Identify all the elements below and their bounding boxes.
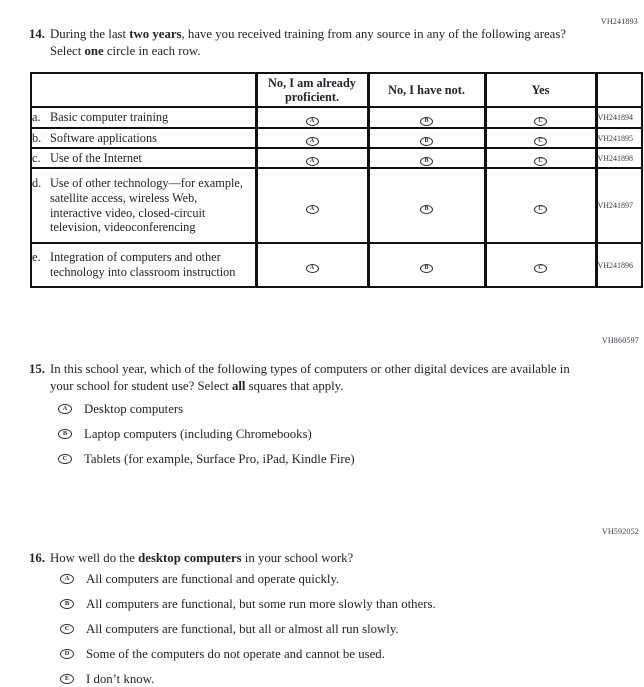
answer-bubble-c[interactable]: C — [534, 264, 547, 273]
option-label: All computers are functional, but all or almost all run slowly. — [86, 622, 399, 636]
q16-options — [60, 572, 436, 687]
column-header-already-proficient: No, I am already proficient. — [256, 73, 368, 107]
table-row-c — [31, 148, 642, 168]
option-label: I don’t know. — [86, 672, 155, 686]
row-code: VH241898 — [596, 148, 642, 168]
training-table — [30, 72, 643, 288]
option-label: Tablets (for example, Surface Pro, iPad, Kindle Fire) — [84, 452, 355, 466]
question-16 — [29, 550, 582, 567]
question-text: During the last two years, have you received training from any source in any of the following areas? Select one circle in each row. — [50, 27, 566, 58]
option-row-desktop — [58, 402, 355, 416]
answer-bubble-b[interactable]: B — [420, 205, 433, 214]
table-row-e — [31, 243, 642, 287]
answer-bubble-a[interactable]: A — [306, 264, 319, 273]
answer-bubble-d[interactable]: D — [60, 649, 74, 659]
answer-bubble-b[interactable]: B — [58, 429, 72, 439]
row-label: b. Software applications — [32, 130, 157, 145]
answer-bubble-c[interactable]: C — [534, 137, 547, 146]
row-code: VH241896 — [596, 243, 642, 287]
row-code: VH241897 — [596, 168, 642, 243]
question-code-q16: VH592052 — [601, 527, 639, 536]
row-label: a. Basic computer training — [32, 110, 169, 125]
question-text: How well do the desktop computers in your school work? — [50, 551, 354, 565]
option-label: Laptop computers (including Chromebooks) — [84, 427, 312, 441]
answer-bubble-a[interactable]: A — [306, 117, 319, 126]
answer-bubble-e[interactable]: E — [60, 674, 74, 684]
question-text: In this school year, which of the following types of computers or other digital devices are available in your school for student use? Select all squares that apply. — [50, 362, 570, 393]
q15-options — [58, 402, 355, 477]
answer-bubble-c[interactable]: C — [534, 157, 547, 166]
answer-bubble-b[interactable]: B — [60, 599, 74, 609]
row-code: VH241894 — [596, 107, 642, 128]
header-empty-cell — [31, 73, 256, 107]
option-label: Some of the computers do not operate and cannot be used. — [86, 647, 385, 661]
answer-bubble-a[interactable]: A — [306, 205, 319, 214]
row-label: e. Integration of computers and other technology into classroom instruction — [32, 250, 236, 279]
header-code-cell — [596, 73, 642, 107]
row-label: d. Use of other technology—for example, satellite access, wireless Web, interactive video, closed-circuit television, videoconferencing — [32, 176, 243, 235]
question-number: 16. — [29, 551, 45, 565]
answer-bubble-a[interactable]: A — [58, 404, 72, 414]
column-header-have-not: No, I have not. — [368, 73, 485, 107]
question-number: 14. — [29, 27, 45, 41]
question-15 — [29, 361, 582, 394]
table-row-a — [31, 107, 642, 128]
answer-bubble-a[interactable]: A — [306, 137, 319, 146]
question-14 — [29, 26, 566, 59]
table-header-row — [31, 73, 642, 107]
column-header-yes: Yes — [485, 73, 596, 107]
answer-bubble-a[interactable]: A — [306, 157, 319, 166]
option-row-tablet — [58, 452, 355, 466]
question-code-q15: VH860597 — [601, 336, 639, 345]
answer-bubble-c[interactable]: C — [534, 205, 547, 214]
option-row — [60, 672, 436, 686]
option-row — [60, 647, 436, 661]
answer-bubble-c[interactable]: C — [534, 117, 547, 126]
answer-bubble-b[interactable]: B — [420, 264, 433, 273]
option-row — [60, 597, 436, 611]
option-label: All computers are functional, but some run more slowly than others. — [86, 597, 436, 611]
option-label: All computers are functional and operate quickly. — [86, 572, 340, 586]
table-row-b — [31, 128, 642, 148]
option-label: Desktop computers — [84, 402, 184, 416]
option-row — [60, 572, 436, 586]
row-label: c. Use of the Internet — [32, 150, 142, 165]
answer-bubble-c[interactable]: C — [60, 624, 74, 634]
row-code: VH241895 — [596, 128, 642, 148]
question-code-q14: VH241893 — [600, 17, 638, 26]
answer-bubble-b[interactable]: B — [420, 137, 433, 146]
option-row-laptop — [58, 427, 355, 441]
table-row-d — [31, 168, 642, 243]
answer-bubble-c[interactable]: C — [58, 454, 72, 464]
answer-bubble-b[interactable]: B — [420, 117, 433, 126]
question-number: 15. — [29, 362, 45, 376]
option-row — [60, 622, 436, 636]
answer-bubble-b[interactable]: B — [420, 157, 433, 166]
answer-bubble-a[interactable]: A — [60, 574, 74, 584]
